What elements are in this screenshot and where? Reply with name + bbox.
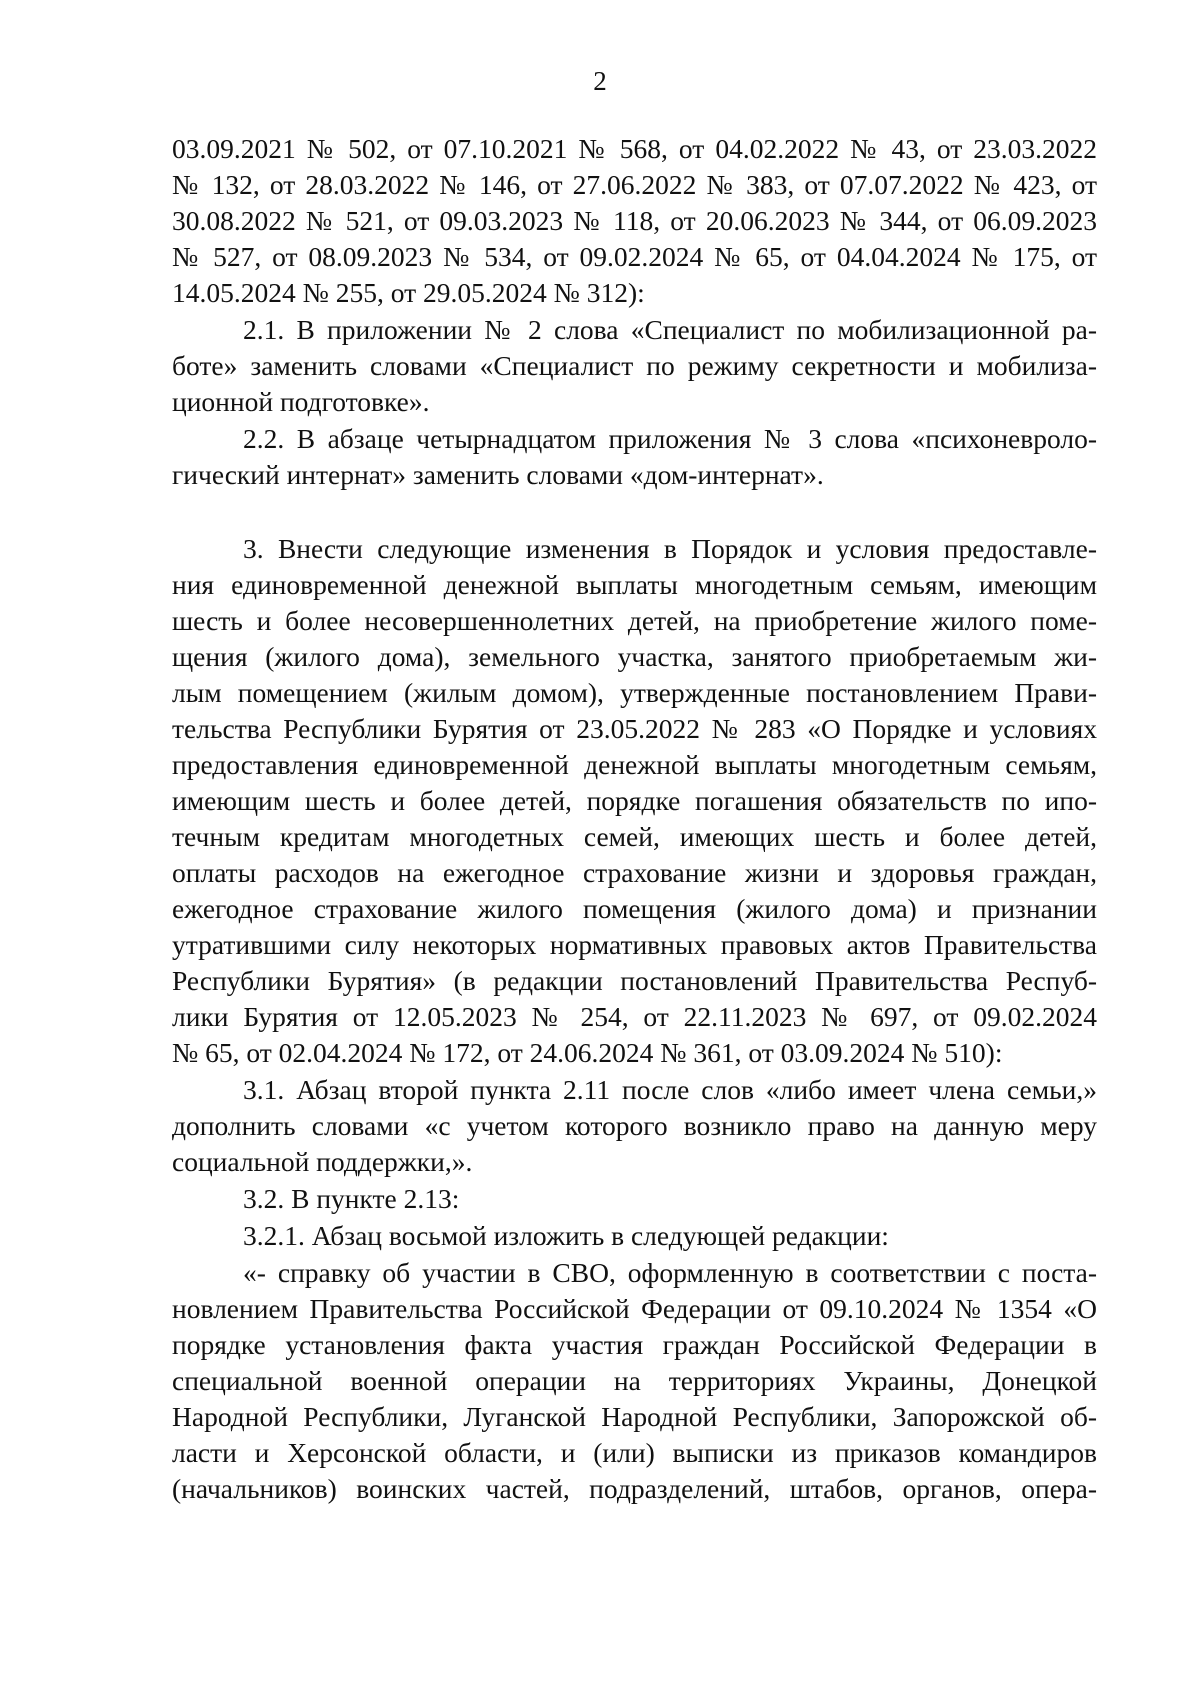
text-line: Республики Бурятия» (в редакции постановлений Правительства Респуб-	[172, 965, 1097, 996]
text-line: № 65, от 02.04.2024 № 172, от 24.06.2024 № 361, от 03.09.2024 № 510):	[172, 1037, 1003, 1068]
text-line: новлением Правительства Российской Федерации от 09.10.2024 № 1354 «О	[172, 1293, 1097, 1324]
text-line: 14.05.2024 № 255, от 29.05.2024 № 312):	[172, 277, 645, 308]
text-line: ежегодное страхование жилого помещения (жилого дома) и признании	[172, 893, 1097, 924]
text-line: 2.2. В абзаце четырнадцатом приложения № 3 слова «психоневроло-	[243, 423, 1097, 454]
text-line: лым помещением (жилым домом), утвержденные постановлением Прави-	[172, 677, 1097, 708]
text-line: оплаты расходов на ежегодное страхование жизни и здоровья граждан,	[172, 857, 1097, 888]
text-line: утратившими силу некоторых нормативных правовых актов Правительства	[172, 929, 1097, 960]
text-line: течным кредитам многодетных семей, имеющих шесть и более детей,	[172, 821, 1097, 852]
text-line: гический интернат» заменить словами «дом-интернат».	[172, 459, 824, 490]
text-line: Народной Республики, Луганской Народной Республики, Запорожской об-	[172, 1401, 1097, 1432]
text-line: дополнить словами «с учетом которого возникло право на данную меру	[172, 1110, 1097, 1141]
text-line: шесть и более несовершеннолетних детей, на приобретение жилого поме-	[172, 605, 1097, 636]
text-line: боте» заменить словами «Специалист по режиму секретности и мобилиза-	[172, 350, 1097, 381]
text-line: 30.08.2022 № 521, от 09.03.2023 № 118, от 20.06.2023 № 344, от 06.09.2023	[172, 205, 1097, 236]
text-line: социальной поддержки,».	[172, 1146, 473, 1177]
text-line: ния единовременной денежной выплаты многодетным семьям, имеющим	[172, 569, 1097, 600]
text-line: предоставления единовременной денежной выплаты многодетным семьям,	[172, 749, 1097, 780]
text-line: 3.2.1. Абзац восьмой изложить в следующей редакции:	[243, 1220, 889, 1251]
text-line: 3. Внести следующие изменения в Порядок и условия предоставле-	[243, 533, 1097, 564]
text-line: порядке установления факта участия граждан Российской Федерации в	[172, 1329, 1097, 1360]
text-line: 03.09.2021 № 502, от 07.10.2021 № 568, от 04.02.2022 № 43, от 23.03.2022	[172, 133, 1097, 164]
text-line: № 132, от 28.03.2022 № 146, от 27.06.2022 № 383, от 07.07.2022 № 423, от	[172, 169, 1097, 200]
text-line: «- справку об участии в СВО, оформленную в соответствии с поста-	[243, 1257, 1097, 1288]
text-line: специальной военной операции на территориях Украины, Донецкой	[172, 1365, 1097, 1396]
text-line: ционной подготовке».	[172, 386, 430, 417]
text-line: имеющим шесть и более детей, порядке погашения обязательств по ипо-	[172, 785, 1097, 816]
text-line: (начальников) воинских частей, подразделений, штабов, органов, опера-	[172, 1473, 1097, 1504]
text-line: 3.1. Абзац второй пункта 2.11 после слов «либо имеет члена семьи,»	[243, 1074, 1097, 1105]
text-line: № 527, от 08.09.2023 № 534, от 09.02.2024 № 65, от 04.04.2024 № 175, от	[172, 241, 1097, 272]
text-line: тельства Республики Бурятия от 23.05.2022 № 283 «О Порядке и условиях	[172, 713, 1097, 744]
text-line: 3.2. В пункте 2.13:	[243, 1183, 460, 1214]
text-line: ласти и Херсонской области, и (или) выписки из приказов командиров	[172, 1437, 1097, 1468]
text-line: щения (жилого дома), земельного участка, занятого приобретаемым жи-	[172, 641, 1097, 672]
page-number: 2	[593, 66, 607, 96]
text-line: лики Бурятия от 12.05.2023 № 254, от 22.11.2023 № 697, от 09.02.2024	[172, 1001, 1097, 1032]
text-line: 2.1. В приложении № 2 слова «Специалист по мобилизационной ра-	[243, 314, 1097, 345]
